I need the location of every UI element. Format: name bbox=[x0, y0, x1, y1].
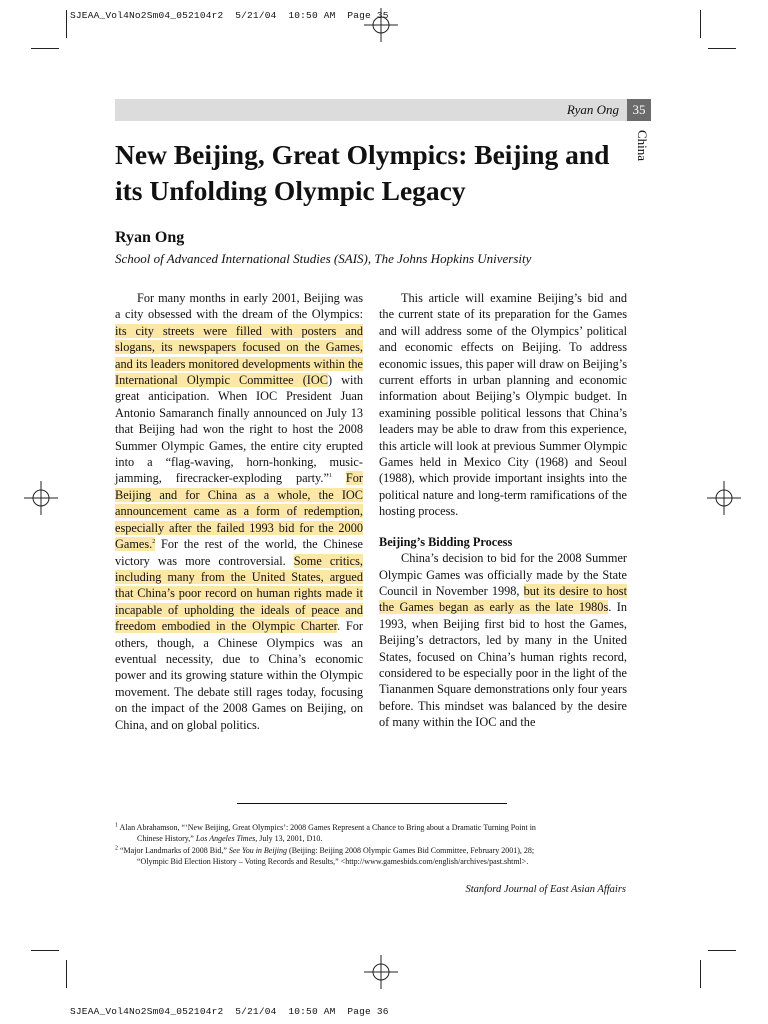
text-run: . For others, though, a Chinese Olympics was an eventual necessity, due to China’s economic power and its growing stature within the Olympic movement. The debate still rages today, focusing on the impact of the 2008 Games on Beijing, on China, and on global politics. bbox=[115, 619, 363, 732]
paragraph bbox=[115, 290, 363, 733]
text-run: Alan Abrahamson, “‘New Beijing, Great Olympics’: 2008 Games Represent a Chance to Bring about a Dramatic Turning Point in bbox=[118, 823, 536, 832]
registration-mark-left bbox=[24, 481, 58, 515]
crop-mark bbox=[700, 10, 701, 38]
page-number: 35 bbox=[627, 99, 651, 121]
footnote-2 bbox=[115, 845, 625, 867]
footnote-continuation bbox=[115, 833, 625, 844]
footnote-continuation: “Olympic Bid Election History – Voting Records and Results,” <http://www.gamesbids.com/english/archives/past.shtml>. bbox=[137, 857, 529, 866]
highlighted-text[interactable]: but its desire to host the Games began as early as the late 1980s bbox=[379, 583, 627, 615]
crop-mark bbox=[31, 950, 59, 951]
paragraph: This article will examine Beijing’s bid and the current state of its preparation for the Games and will address some of the Olympics’ political and economic effects on Beijing. To address economic issues, this paper will draw on Beijing’s current efforts in urban planning and economic information about Beijing’s Olympic budget. In examining possible political lessons that China’s leaders may be able to draw from this experience, this article will look at previous Summer Olympic Games held in Mexico City (1968) and Seoul (1988), which provide important insights into the political nature and long-term ramifications of the hosting process. bbox=[379, 291, 627, 519]
body-column-right bbox=[379, 290, 627, 731]
crop-mark bbox=[700, 960, 701, 988]
paragraph bbox=[379, 550, 627, 730]
registration-mark-right bbox=[707, 481, 741, 515]
crop-mark bbox=[66, 960, 67, 988]
registration-mark-top bbox=[364, 8, 398, 42]
text-run: . In 1993, when Beijing first bid to host the Games, Beijing’s detractors, led by many in the United States, focused on China’s human rights record, considered to be especially poor in the light of the Tiananmen Square demonstrations only four years before. This mindset was balanced by the desire of many within the IOC and the bbox=[379, 600, 627, 730]
text-run: Chinese History,” bbox=[137, 834, 196, 843]
text-run: For many months in early 2001, Beijing was a city obsessed with the dream of the Olympics: bbox=[115, 291, 363, 322]
source-title: See You in Beijing bbox=[228, 846, 288, 855]
article-title: New Beijing, Great Olympics: Beijing and its Unfolding Olympic Legacy bbox=[115, 139, 610, 206]
footnote-1 bbox=[115, 822, 625, 844]
running-header-author: Ryan Ong bbox=[566, 102, 619, 117]
text-run: ) with great anticipation. When IOC President Juan Antonio Samaranch finally announced on July 13 that Beijing had won the right to host the 2008 Summer Olympic Games, the entire city erupted into a “flag-waving, horn-honking, music-jamming, firecracker-exploding party.” bbox=[115, 373, 364, 486]
footnote-ref[interactable]: 2 bbox=[152, 539, 156, 545]
crop-mark bbox=[66, 10, 67, 38]
text-run: (Beijing: Beijing 2008 Olympic Games Bid Committee, February 2001), 28; bbox=[287, 846, 535, 855]
text-run: , July 13, 2001, D10. bbox=[255, 834, 323, 843]
highlighted-text[interactable]: its city streets were filled with posters and slogans, its newspapers focused on the Games, and its leaders monitored developments within the International Olympic Committee (IOC bbox=[115, 323, 363, 388]
footnote-rule bbox=[237, 803, 507, 804]
journal-footer: Stanford Journal of East Asian Affairs bbox=[465, 884, 626, 895]
crop-mark bbox=[708, 950, 736, 951]
footnote-number: 2 bbox=[115, 845, 118, 852]
highlighted-text[interactable]: Some critics, including many from the United States, argued that China’s poor record on human rights made it incapable of upholding the ideals of peace and freedom embodied in the Olympic Charter bbox=[115, 553, 363, 634]
printer-slug-top: SJEAA_Vol4No2Sm04_052104r2 5/21/04 10:50 AM Page 35 bbox=[70, 10, 389, 21]
registration-mark-bottom bbox=[364, 955, 398, 989]
footnote-ref[interactable]: 1 bbox=[328, 473, 332, 480]
running-header bbox=[115, 99, 627, 121]
author-affiliation: School of Advanced International Studies (SAIS), The Johns Hopkins University bbox=[115, 251, 532, 266]
crop-mark bbox=[31, 48, 59, 49]
footnote-number: 1 bbox=[115, 822, 118, 829]
source-title: Los Angeles Times bbox=[195, 834, 256, 843]
article-author: Ryan Ong bbox=[115, 229, 185, 246]
printer-slug-bottom: SJEAA_Vol4No2Sm04_052104r2 5/21/04 10:50 AM Page 36 bbox=[70, 1006, 389, 1017]
section-tab: China bbox=[635, 130, 650, 162]
body-column-left bbox=[115, 290, 363, 733]
crop-mark bbox=[708, 48, 736, 49]
text-run: “Major Landmarks of 2008 Bid,” bbox=[118, 846, 229, 855]
text-run: For Beijing and for China as a whole, the IOC announcement came as a form of redemption, especially after the failed 1993 bid for the 2000 Games. bbox=[115, 471, 363, 552]
text-run: For the rest of the world, the Chinese victory was more controversial. bbox=[115, 537, 363, 568]
text-run: China’s decision to bid for the 2008 Summer Olympic Games was officially made by the State Council in November 1998, bbox=[379, 551, 627, 598]
section-heading: Beijing’s Bidding Process bbox=[379, 534, 513, 549]
